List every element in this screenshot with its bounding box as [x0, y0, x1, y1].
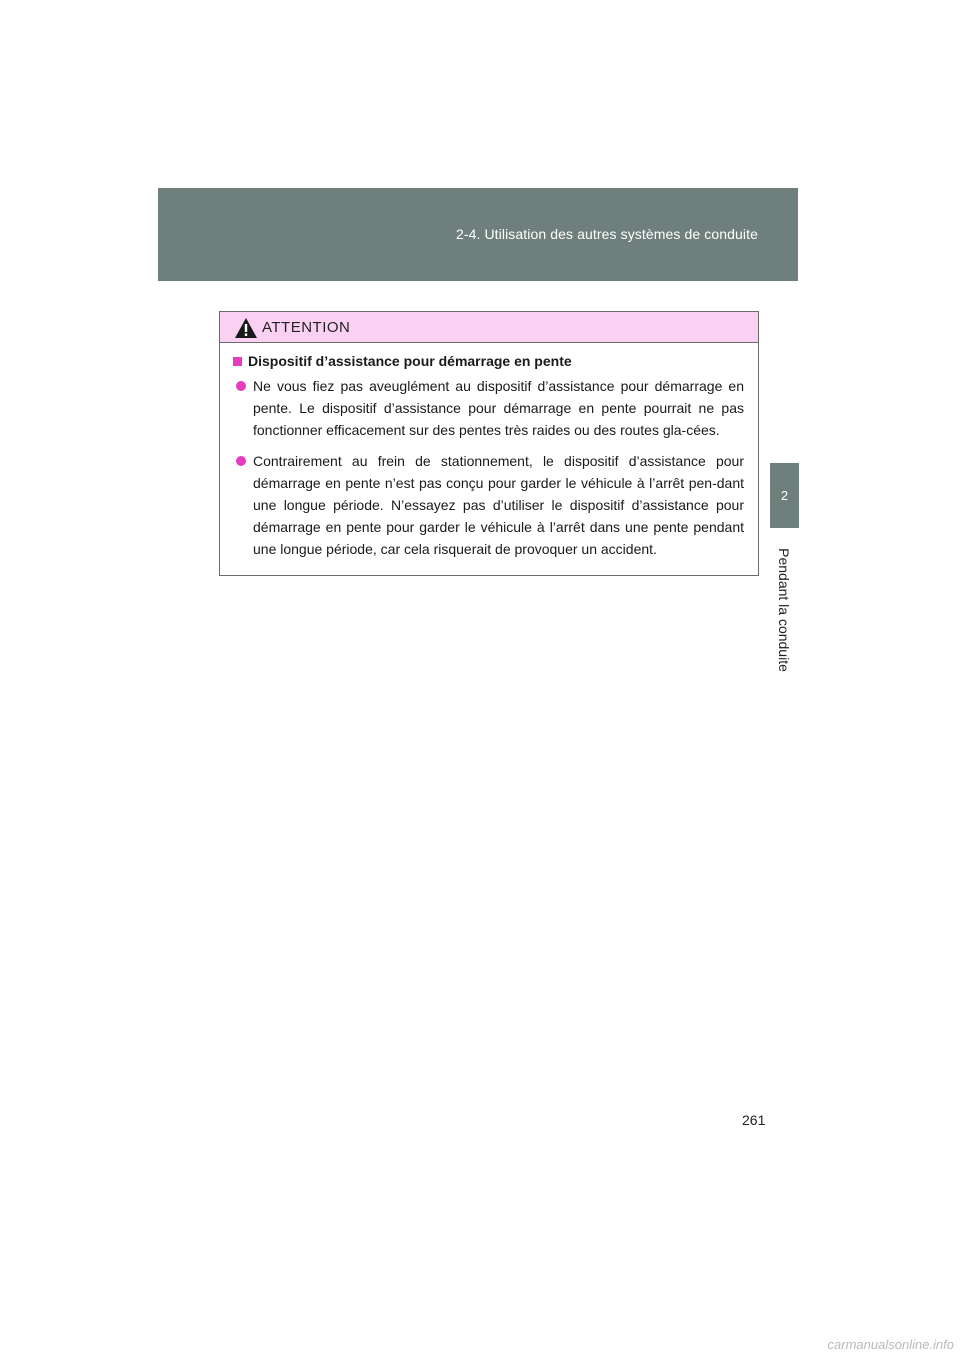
chapter-title: 2-4. Utilisation des autres systèmes de conduite [455, 226, 758, 242]
watermark: carmanualsonline.info [827, 1337, 954, 1352]
section-heading [233, 353, 744, 369]
caution-title: ATTENTION [262, 319, 351, 336]
chapter-header [158, 188, 798, 281]
chapter-tab [770, 463, 799, 528]
caution-item [233, 450, 744, 560]
caution-item-text: Contrairement au frein de stationnement, le dispositif d’assistance pour démarrage en pente n’est pas conçu pour garder le véhicule à l’arrêt pen-dant une longue période. N’essayez pas d’utiliser le dispositif d’assistance pour démarrage en pente pour garder le véhicule à l’arrêt dans une pente pendant une longue période, car cela risquerait de provoquer un accident. [253, 453, 744, 557]
square-bullet-icon [233, 357, 242, 366]
caution-header [220, 312, 758, 343]
round-bullet-icon [236, 456, 246, 466]
caution-body [220, 343, 758, 560]
caution-box [219, 311, 759, 576]
warning-triangle-icon [234, 317, 258, 339]
caution-item [233, 375, 744, 441]
caution-item-text: Ne vous fiez pas aveuglément au dispositif d’assistance pour démarrage en pente. Le dispositif d’assistance pour démarrage en pente pourrait ne pas fonctionner efficacement sur des pentes très raides ou des routes gla-cées. [253, 378, 744, 438]
chapter-side-label: Pendant la conduite [776, 548, 792, 672]
page-number: 261 [742, 1112, 766, 1128]
section-heading-text: Dispositif d’assistance pour démarrage en pente [248, 353, 572, 369]
chapter-number: 2 [780, 488, 789, 503]
round-bullet-icon [236, 381, 246, 391]
